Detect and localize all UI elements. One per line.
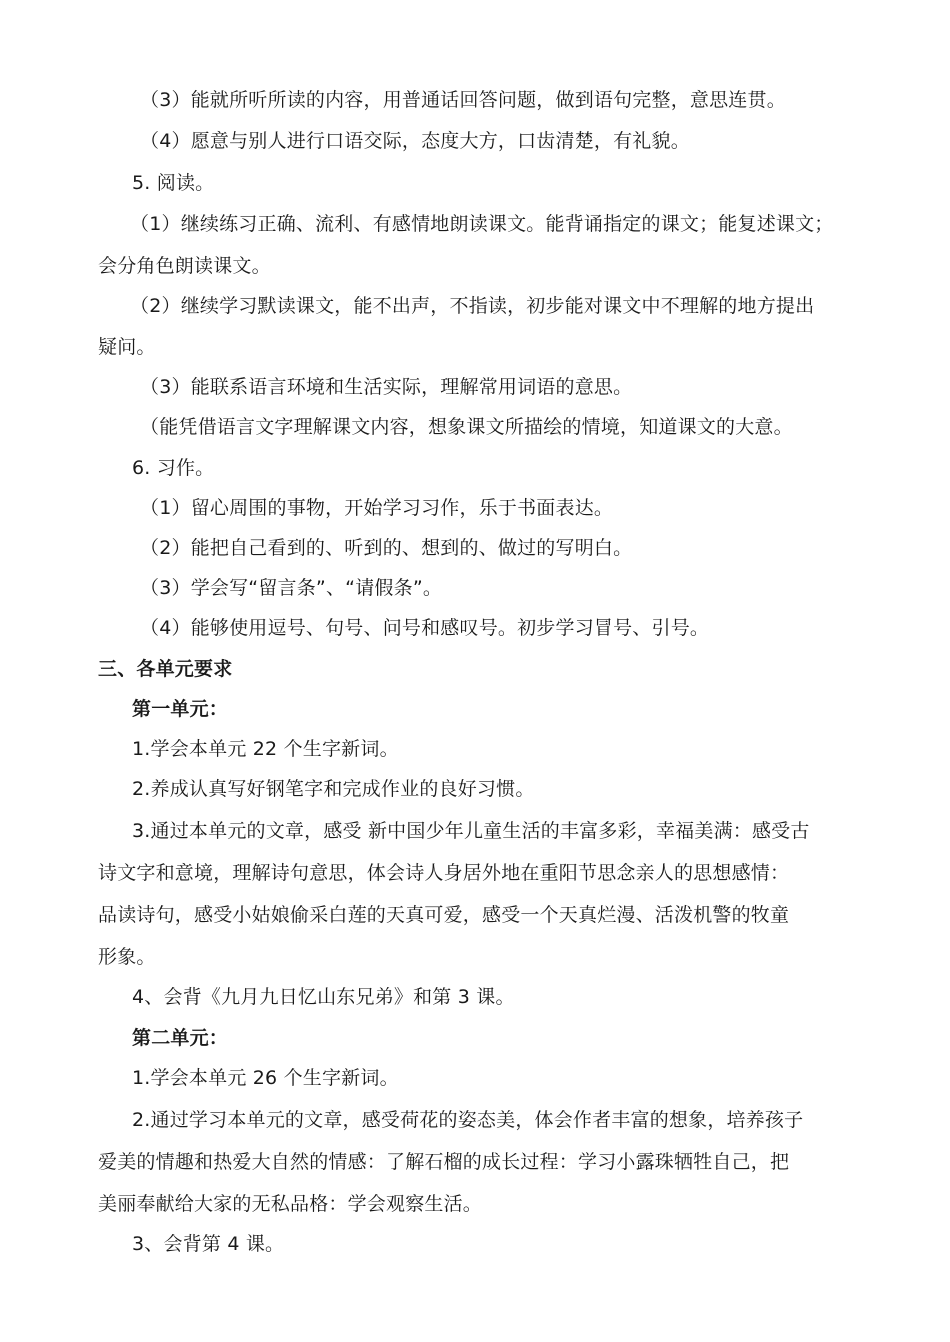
- writing-heading: 6. 习作。: [132, 457, 215, 479]
- writing-item-1: （1）留心周围的事物，开始学习习作，乐于书面表达。: [140, 497, 614, 519]
- writing-item-3: （3）学会写“留言条”、“请假条”。: [140, 577, 443, 599]
- unit-1-item-3-cont-1: 诗文字和意境，理解诗句意思，体会诗人身居外地在重阳节思念亲人的思想感情：: [98, 862, 790, 884]
- unit-2-item-3: 3、会背第 4 课。: [132, 1233, 285, 1255]
- reading-item-2-cont: 疑问。: [98, 336, 156, 358]
- writing-item-2: （2）能把自己看到的、听到的、想到的、做过的写明白。: [140, 537, 633, 559]
- section-heading: 三、各单元要求: [98, 658, 233, 680]
- unit-1-heading: 第一单元：: [132, 698, 229, 720]
- unit-1-item-2: 2.养成认真写好钢笔字和完成作业的良好习惯。: [132, 778, 535, 800]
- unit-2-item-2-cont-1: 爱美的情趣和热爱大自然的情感：了解石榴的成长过程：学习小露珠牺牲自己，把: [98, 1151, 790, 1173]
- unit-2-item-2-cont-2: 美丽奉献给大家的无私品格：学会观察生活。: [98, 1193, 483, 1215]
- unit-2-item-2: 2.通过学习本单元的文章，感受荷花的姿态美，体会作者丰富的想象，培养孩子: [132, 1109, 804, 1131]
- reading-item-1: （1）继续练习正确、流利、有感情地朗读课文。能背诵指定的课文；能复述课文；: [130, 213, 834, 235]
- unit-2-item-1: 1.学会本单元 26 个生字新词。: [132, 1067, 399, 1089]
- unit-2-heading: 第二单元：: [132, 1027, 229, 1049]
- unit-1-item-3-cont-3: 形象。: [98, 946, 156, 968]
- unit-1-item-3-cont-2: 品读诗句，感受小姑娘偷采白莲的天真可爱，感受一个天真烂漫、活泼机警的牧童: [98, 904, 790, 926]
- unit-1-item-1: 1.学会本单元 22 个生字新词。: [132, 738, 399, 760]
- reading-heading: 5. 阅读。: [132, 172, 215, 194]
- reading-item-1-cont: 会分角色朗读课文。: [98, 255, 271, 277]
- unit-1-item-3: 3.通过本单元的文章，感受 新中国少年儿童生活的丰富多彩，幸福美满：感受古: [132, 820, 810, 842]
- unit-1-item-4: 4、会背《九月九日忆山东兄弟》和第 3 课。: [132, 986, 515, 1008]
- writing-item-4: （4）能够使用逗号、句号、问号和感叹号。初步学习冒号、引号。: [140, 617, 710, 639]
- reading-item-3: （3）能联系语言环境和生活实际，理解常用词语的意思。: [140, 376, 633, 398]
- listen-item-4: （4）愿意与别人进行口语交际，态度大方，口齿清楚，有礼貌。: [140, 130, 690, 152]
- listen-item-3: （3）能就所听所读的内容，用普通话回答问题，做到语句完整，意思连贯。: [140, 89, 786, 111]
- reading-item-4: （能凭借语言文字理解课文内容，想象课文所描绘的情境，知道课文的大意。: [140, 416, 793, 438]
- reading-item-2: （2）继续学习默读课文，能不出声，不指读，初步能对课文中不理解的地方提出: [130, 295, 815, 317]
